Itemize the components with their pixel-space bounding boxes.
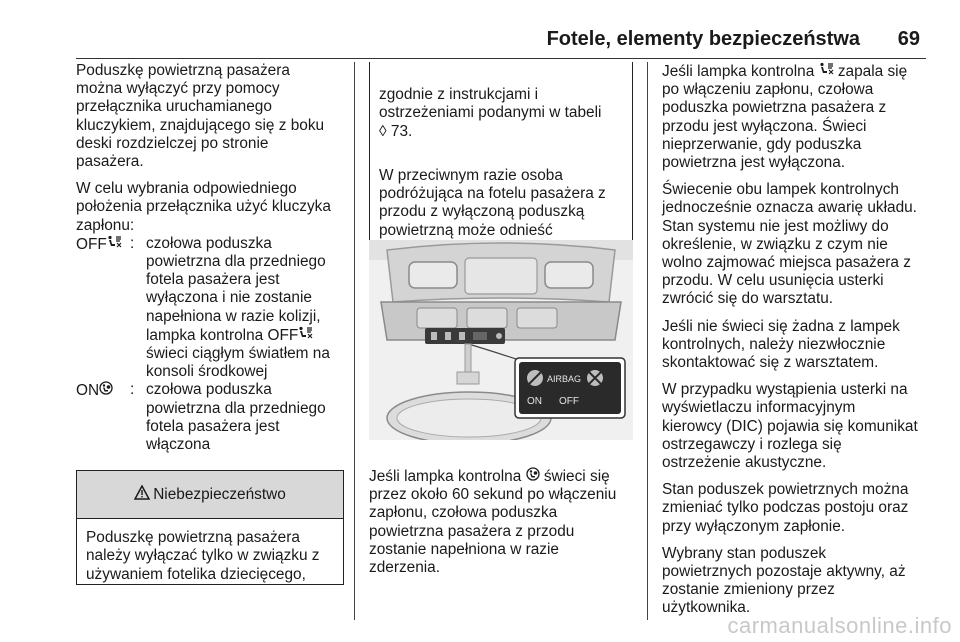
page-number: 69 bbox=[897, 28, 920, 50]
option-text: czołowa poduszka powietrzna dla przedniego fotela pasażera jest wyłączona i nie zostanie napełniona w razie kolizji, lampka kontrolna OFF bbox=[146, 234, 326, 344]
paragraph: W celu wybrania odpowiedniego położenia przełącznika użyć kluczyka zapłonu: bbox=[76, 180, 331, 234]
airbag-off-icon bbox=[107, 235, 122, 254]
option-separator: : bbox=[130, 234, 135, 252]
paragraph bbox=[662, 62, 930, 172]
paragraph: Świecenie obu lampek kontrolnych jednocześnie oznacza awarię układu. Stan systemu nie jest możliwy do określenie, w związku z czym nie wolno zajmować miejsca pasażera z przodu. W celu usunięcia usterki zwrócić się do warsztatu. bbox=[662, 181, 917, 308]
option-text: czołowa poduszka powietrzna dla przedniego fotela pasażera jest włączona bbox=[146, 381, 326, 454]
section-title: Fotele, elementy bezpieczeństwa bbox=[546, 28, 860, 50]
paragraph: Poduszkę powietrzną pasażera można wyłączyć przy pomocy przełącznika uruchamianego kluczykiem, znajdującego się z boku deski rozdzielczej po stronie pasażera. bbox=[76, 62, 325, 171]
option-on bbox=[76, 381, 344, 454]
option-key: ON bbox=[76, 382, 100, 400]
danger-heading-text: Niebezpieczeństwo bbox=[153, 485, 286, 503]
column-right bbox=[662, 62, 930, 627]
option-key: OFF bbox=[76, 235, 107, 253]
paragraph: Jeśli nie świeci się żadna z lampek kontrolnych, należy niezwłocznie skontaktować się z warsztatem. bbox=[662, 317, 900, 372]
danger-body: Poduszkę powietrzną pasażera należy wyłączać tylko w związku z używaniem fotelika dziecięcego, bbox=[86, 529, 320, 583]
paragraph: zgodnie z instrukcjami i ostrzeżeniami podanymi w tabeli ◊ 73. bbox=[379, 86, 602, 140]
paragraph: Wybrany stan poduszek powietrznych pozostaje aktywny, aż zostanie zmieniony przez użytkownika. bbox=[662, 544, 906, 617]
column-divider-1 bbox=[354, 62, 355, 620]
column-divider-2 bbox=[647, 62, 648, 620]
header-rule bbox=[76, 58, 926, 59]
text-run: zapala się po włączeniu zapłonu, czołowa poduszka powietrzna pasażera z przodu jest wyłączona. Świeci nieprzerwanie, gdy poduszka powietrzna jest wyłączona. bbox=[662, 63, 908, 172]
paragraph: Stan poduszek powietrznych można zmieniać tylko podczas postoju oraz przy wyłączonym zapłonie. bbox=[662, 481, 909, 535]
ceiling-console-drawing bbox=[369, 240, 633, 440]
option-off bbox=[76, 235, 344, 382]
column-left bbox=[76, 62, 344, 585]
page-header bbox=[0, 14, 960, 54]
paragraph: W przeciwnym razie osoba podróżująca na fotelu pasażera z przodu z wyłączoną poduszką powietrzną może odnieść bbox=[379, 167, 606, 239]
airbag-off-icon bbox=[298, 326, 313, 345]
danger-heading bbox=[77, 471, 343, 519]
paragraph: W przypadku wystąpienia usterki na wyświetlaczu informacyjnym kierowcy (DIC) pojawia się komunikat ostrzegawczy i rozlega się ostrzeżenie akustyczne. bbox=[662, 381, 918, 472]
warning-triangle-icon bbox=[134, 485, 150, 504]
off-label: OFF bbox=[559, 396, 579, 407]
text-run: Jeśli lampka kontrolna bbox=[369, 468, 526, 485]
watermark: carmanualsonline.info bbox=[727, 613, 952, 638]
text-run: świeci się przez około 60 sekund po włączeniu zapłonu, czołowa poduszka powietrzna pasażera z przodu zostanie napełniona w razie zderzenia. bbox=[369, 468, 617, 577]
airbag-off-icon bbox=[819, 62, 834, 81]
airbag-switch-illustration bbox=[369, 240, 633, 440]
airbag-label: AIRBAG bbox=[547, 374, 582, 384]
text-run: Jeśli lampka kontrolna bbox=[662, 63, 819, 80]
airbag-on-icon bbox=[99, 381, 113, 400]
paragraph bbox=[369, 467, 633, 577]
option-text: świeci ciągłym światłem na konsoli środkowej bbox=[146, 345, 330, 381]
option-separator: : bbox=[130, 381, 135, 399]
danger-box bbox=[76, 470, 344, 585]
airbag-on-icon bbox=[526, 467, 540, 486]
on-label: ON bbox=[527, 396, 542, 407]
